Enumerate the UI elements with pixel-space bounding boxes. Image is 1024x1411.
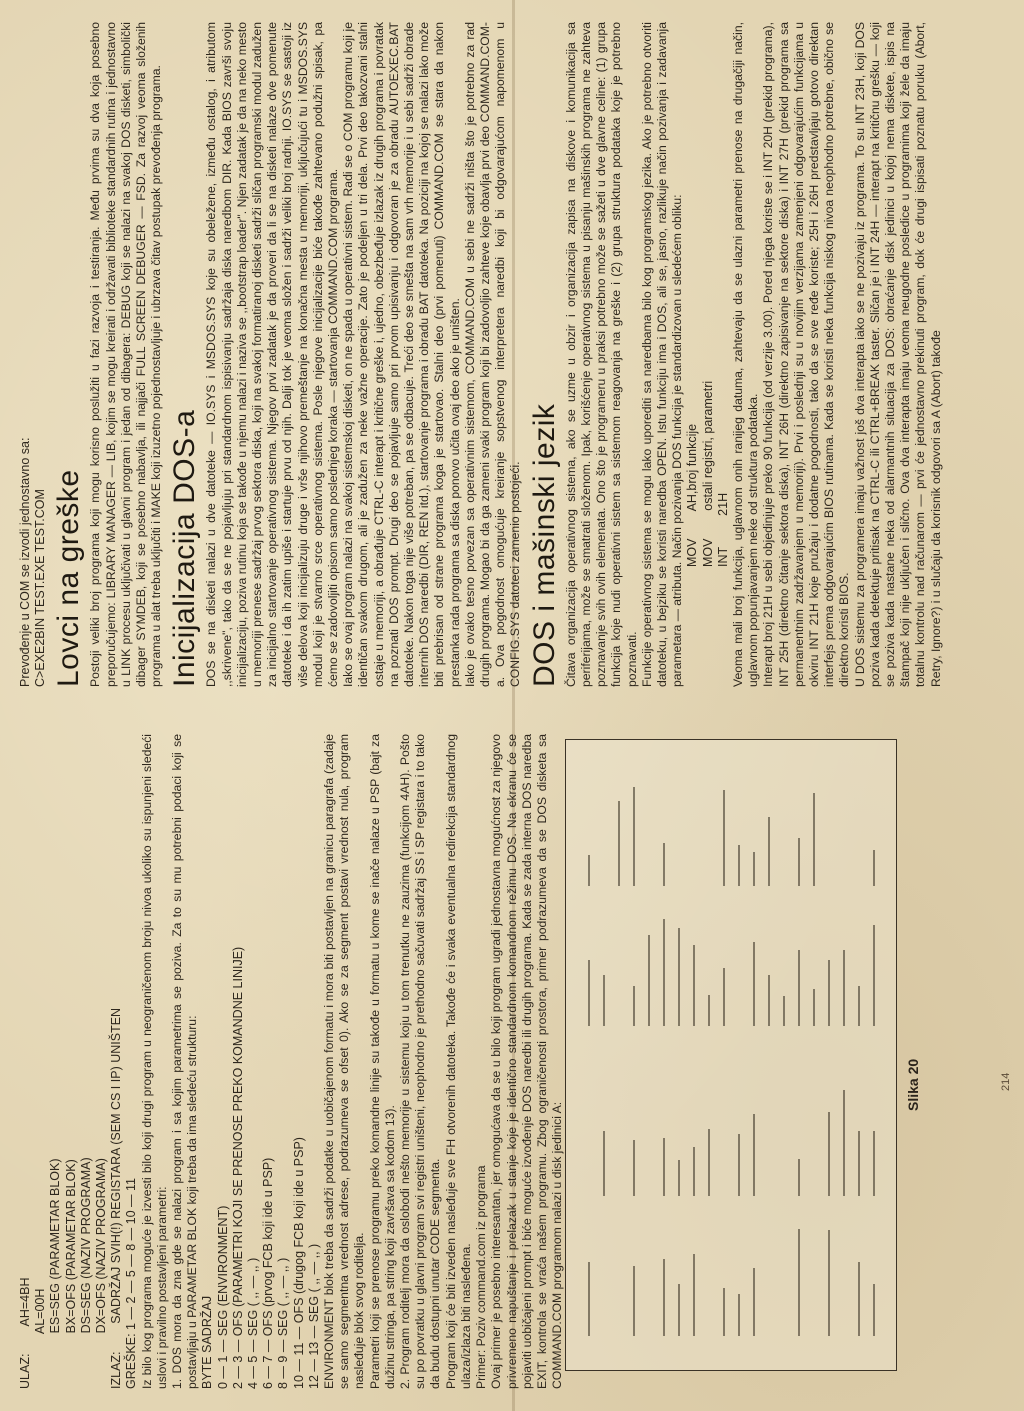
- listing-line-mark: [753, 942, 755, 1026]
- struct-line: 0 — 1 — SEG (ENVIRONMENT): [215, 1205, 230, 1389]
- listing-line-mark: [708, 995, 710, 1026]
- listing-line-mark: [588, 1262, 590, 1336]
- listing-line-mark: [723, 1288, 725, 1336]
- heading-dos-i-masinski-jezik: DOS i mašinski jezik: [527, 403, 561, 687]
- struct-line: 12 — 13 — SEG ( ,, — ,, ): [306, 1243, 321, 1389]
- right-paragraph-4: Iako je ovako tesno povezan sa operativnim sistemom, COMMAND.COM u sebi ne sadrži ništa što je potrebno za rad drugih programa. Mogao bi da ga zameni svaki program koji bi zadovoljio zahteve koje obavlja prvi deo COMMAND.COM-a. Ova pogodnost omogućuje kreiranje sopstvenog interpretera naredbi koji bi odgovarajućom napomenom u CONFIG.SYS datoteci zamenio postojeći.: [462, 22, 523, 687]
- listing-line-mark: [768, 975, 770, 1026]
- listing-line-mark: [633, 986, 635, 1026]
- listing-line-mark: [798, 838, 800, 886]
- listing-line-mark: [633, 1266, 635, 1336]
- listing-line-mark: [678, 928, 680, 1026]
- listing-line-mark: [678, 1160, 680, 1196]
- struct-line: BYTE SADRŽAJ: [200, 1295, 215, 1389]
- figure-caption: Slika 20: [905, 1058, 921, 1111]
- code-line: INT 21H: [715, 492, 730, 567]
- right-paragraph-6: Funkcije operativnog sistema se mogu lako uporediti sa naredbama bilo kog programskog jezika. Ako je potrebno otvoriti datoteku, u bejziku se koristi naredba OPEN. Istu funkciju ima i DOS, ali se, jasno, razlikuje način pozivanja i zadavanja parametara — atributa. Način pozivanja DOS funkcija je standardizovan u sledećem obliku:: [639, 22, 685, 687]
- listing-line-mark: [873, 1131, 875, 1196]
- heading-inicijalizacija-dos: Inicijalizacija DOS-a: [168, 409, 202, 687]
- listing-line-mark: [813, 989, 815, 1026]
- listing-line-mark: [603, 1131, 605, 1196]
- command-line: C>EXE2BIN TEST.EXE TEST.COM: [33, 489, 48, 687]
- listing-line-mark: [663, 1259, 665, 1336]
- listing-line-mark: [783, 996, 785, 1026]
- spec-line: ES=SEG (PARAMETAR BLOK): [48, 1158, 63, 1389]
- listing-line-mark: [693, 945, 695, 1026]
- right-paragraph-5: Čitava organizacija operativnog sistema, ako se uzme u obzir i organizacija zapisa na diskove i komunikacija sa periferijama, može se smatrati složenom. Ipak, korišćenje operativnog sistema u pisanju mašinskih programa ne zahteva poznavanje svih ovih elemenata. Ono što je programeru u praksi potrebno može se sažeti u dve glavne celine: (1) grupa funkcija koje nudi operativni sistem sa sistemom reagovanja na greške i (2) grupa struktura podataka koje je potrebno poznavati.: [563, 22, 639, 687]
- listing-line-mark: [753, 1268, 755, 1336]
- spec-line: AL=00H: [33, 1288, 48, 1389]
- exe2bin-command: [18, 22, 48, 687]
- right-paragraph-3: Iako se ovaj program nalazi na svakoj sistemskoj disketi, on ne spada u operativni sistem. Radi se o COM programu koji je identičan svakom drugom, ali je zadužen za neke važne operacije. Zato je podeljen u tri dela. Prvi deo takozvani stalni ostaje u memoriji, a obrađuje CTRL-C interapt i kritične greške i, ujedno, obezbeđuje izlazak iz drugih programa i povratak na poznati DOS prompt. Drugi deo se pojavljuje samo pri prvom upisivanju i odgovoran je za obradu AUTOEXEC.BAT datoteke. Nakon toga nije više potreban, pa se odbacuje. Treći deo se smešta na sam vrh memorije i u sebi sadrži obrade internih DOS naredbi (DIR, REN itd.), startovanje programa i obradu BAT datoteka. Na poziciji na kojoj se nalazi lako može biti prebrisan od strane programa koga je startovao. Stalni deo (prvi pomenuti) COMMAND.COM se stara da nakon prestanka rada programa sa diska ponovo učita ovaj deo ako je uništen.: [341, 22, 462, 687]
- listing-line-mark: [693, 1147, 695, 1196]
- listing-line-mark: [738, 1134, 740, 1196]
- listing-line-mark: [813, 793, 815, 886]
- page-number: 214: [1000, 1072, 1012, 1091]
- spec-line: DX=OFS (NAZIV PROGRAMA): [94, 1158, 109, 1389]
- listing-line-mark: [873, 850, 875, 886]
- left-paragraph-2: 1. DOS mora da zna gde se nalazi program i sa kojim parametrima se poziva. Za to su mu potrebni podaci koji se postavljaju u PARAMETAR BLOK koji treba da ima sledeću strukturu:: [170, 734, 200, 1389]
- listing-line-mark: [678, 1284, 680, 1336]
- listing-line-mark: [738, 1294, 740, 1336]
- left-page: [0, 706, 1024, 1411]
- left-paragraph-4: Parametri koji se prenose programu preko komandne linije su takođe u formatu u kome se inače nalaze u PSP (bajt za dužinu stringa, pa string koji završava sa kodom 13).: [367, 734, 397, 1389]
- left-paragraph-7: Primer: Poziv command.com iz programa: [474, 1165, 489, 1389]
- listing-line-mark: [753, 852, 755, 886]
- left-text-column: [18, 734, 565, 1389]
- code-listing-figure: [565, 739, 897, 1371]
- spec-line: GREŠKE: 1 — 2 — 5 — 8 — 10 — 11: [124, 1178, 139, 1389]
- listing-line-mark: [873, 1284, 875, 1336]
- left-paragraph-5: 2. Program roditelj mora da oslobodi nešto memorije u sistemu koju u tom trenutku ne zauzima (funkcijom 4AH). Pošto su po povratku u glavni program svi registri uništeni, neophodno je prethodno sačuvati sadržaj SS i SP registara i to tako da budu dostupni unutar CODE segmenta.: [398, 734, 443, 1389]
- listing-line-mark: [858, 986, 860, 1026]
- listing-line-mark: [768, 817, 770, 886]
- listing-line-mark: [798, 1229, 800, 1336]
- listing-line-mark: [858, 1262, 860, 1336]
- code-listing-scribbles: [580, 754, 882, 1356]
- dos-call-code: [685, 22, 731, 687]
- right-paragraph-2: DOS se na disketi nalazi u dve datoteke — IO.SYS i MSDOS.SYS koje su obeležene, između ostalog, i atributom ,,skrivene", tako da se ne pojavljuju pri standardnom ispisivanju sadržaja diska naredbom DIR. Kada BIOS završi svoju inicijalizaciju, poziva rutinu koja se takođe u njemu nalazi i naziva se ,,bootstrap loader". Njen zadatak je da na neko mesto u memoriji prenese sadržaj prvog sektora diska, koji na svakoj formatiranoj disketi sadrži sličan programski modul zadužen za inicijalno startovanje operativnog sistema. Njegov prvi zadatak je da proveri da li se na disketi nalaze dve pomenute datoteke i da ih zatim upiše i startuje prvu od njih. Dalji tok je veoma složen i sadrži veliki broj radnji. IO.SYS se sastoji iz više delova koji inicijalizuju druge i vrše njihovo premeštanje na konačna mesta u memoriji, uključujući tu i MSDOS.SYS modul koji je stvarno srce operativnog sistema. Posle njegove inicijalizacije biće takođe zahtevano podužni spisak, pa ćemo se zadovoljiti opisom samo poslednjeg koraka — startovanja COMMAND.COM programa.: [204, 22, 341, 687]
- listing-line-mark: [843, 950, 845, 1026]
- spec-line: IZLAZ: SADRŽAJ SVIH(!) REGISTARA (SEM CS I IP) UNIŠTEN: [109, 1007, 124, 1389]
- listing-line-mark: [588, 855, 590, 886]
- struct-line: 6 — 7 — OFS (prvog FCB koji ide u PSP): [261, 1157, 276, 1389]
- command-line: Prevođenje u COM se izvodi jednostavno sa:: [18, 437, 32, 687]
- spec-line: ULAZ: AH=4BH: [18, 1277, 32, 1389]
- parameter-block-structure: [200, 734, 322, 1389]
- listing-line-mark: [693, 1254, 695, 1336]
- listing-line-mark: [828, 960, 830, 1026]
- listing-line-mark: [873, 925, 875, 1026]
- listing-line-mark: [753, 1114, 755, 1196]
- listing-line-mark: [738, 845, 740, 886]
- listing-line-mark: [858, 1131, 860, 1196]
- listing-line-mark: [723, 968, 725, 1026]
- listing-line-mark: [618, 801, 620, 886]
- listing-line-mark: [603, 975, 605, 1026]
- listing-line-mark: [588, 960, 590, 1026]
- listing-line-mark: [798, 950, 800, 1026]
- spec-line: BX=OFS (PARAMETAR BLOK): [63, 1159, 78, 1389]
- left-paragraph-8: Ovaj primer je posebno interesantan, jer omogućava da se u bilo koji program ugradi jednostavna mogućnost za njegovo privremeno napuštanje i prelazak u stanje koje je identično standardnom komandnom režimu DOS. Na ekranu će se pojaviti uobičajeni prompt i biće moguće izvođenje DOS naredbi ili drugih programa. Kada se zada interna DOS naredba EXIT, kontrola se vraća našem programu. Zbog ograničenosti prostora, primer podrazumeva da se DOS disketa sa COMMAND.COM programom nalazi u disk jedinici A:: [489, 734, 565, 1389]
- listing-line-mark: [633, 1140, 635, 1196]
- struct-line: 2 — 3 — OFS (PARAMETRI KOJI SE PRENOSE PREKO KOMANDNE LINIJE): [230, 946, 245, 1389]
- left-paragraph-6: Program koji će biti izveden nasleđuje sve FH otvorenih datoteka. Takođe će i svaka eventualna redirekcija standardnog ulaza/izlaza biti nasleđena.: [443, 734, 473, 1389]
- listing-line-mark: [633, 787, 635, 886]
- listing-line-mark: [663, 919, 665, 1026]
- listing-line-mark: [843, 1090, 845, 1196]
- left-paragraph-3: ENVIRONMENT blok treba da sadrži podatke u uobičajenom formatu i mora biti postavljen na granicu paragrafa (zadaje se samo segmentna vrednost adrese, podrazumeva se ofset 0). Ako se za segment postavi vrednost nula, program nasleđuje blok svog roditelja.: [322, 734, 367, 1389]
- right-page: [0, 0, 1024, 705]
- right-paragraph-9: U DOS sistemu za programera imaju važnost još dva interapta iako se ne pozivaju iz programa. To su INT 23H, koji DOS poziva kada detektuje pritisak na CTRL-C ili CTRL+BREAK taster. Sličan je i INT 24H — interapt na kritičnu grešku — koji se poziva kada nastane neka od alarmantnih situacija za DOS: obraćanje disk jedinici u kojoj nema diskete, ispis na štampač koji nije uključen i slično. Ova dva interapta imaju veoma neugodne posledice u programima koji žele da imaju totalnu kontrolu nad računarom — prvi će jednostavno prekinuti program, dok će drugi ispisati poznatu poruku (Abort, Retry, Ignore?) i u slučaju da korisnik odgovori sa A (Abort) takođe: [852, 22, 943, 687]
- left-paragraph-1: Iz bilo kog programa moguće je izvesti bilo koji drugi program u neograničenom broju nivoa ukoliko su ispunjeni sledeći uslovi i pravilno postavljeni parametri:: [139, 734, 169, 1389]
- right-text-column: [18, 22, 944, 687]
- right-paragraph-1: Postoji veliki broj programa koji mogu korisno poslužiti u fazi razvoja i testiranja. Među prvima su dva koja posebno preporučujemo: LIBRARY MANAGER — LIB, kojim se mogu kreirati i održavati biblioteke standardnih rutina i jednostavno u LINK procesu uključivati u glavni program i jedan od dibagera: DEBUG koji se nalazi na svakoj DOS disketi, simbolički dibager SYMDEB, koji se posebno nabavlja, ili najjači FULL SCREEN DEBUGER — FSD. Za razvoj veoma složenih programa u alat treba uključiti i MAKE koji izuzetno pojednostavljuje i ubrzava čitav postupak prevođenja programa.: [88, 22, 164, 687]
- listing-line-mark: [828, 1230, 830, 1336]
- struct-line: 8 — 9 — SEG ( ,, — ,, ): [276, 1257, 291, 1389]
- listing-line-mark: [723, 790, 725, 886]
- heading-lovci-na-greske: Lovci na greške: [52, 469, 86, 687]
- right-paragraph-7: Veoma mali broj funkcija, uglavnom onih ranijeg datuma, zahtevaju da se ulazni parametri prenose na drugačiji način, uglavnom popunjavanjem neke od struktura podataka.: [730, 22, 761, 687]
- code-line: MOV ostali registri, parametri: [700, 380, 715, 567]
- spec-line: DS=SEG (NAZIV PROGRAMA): [78, 1157, 93, 1389]
- listing-line-mark: [798, 1159, 800, 1196]
- listing-line-mark: [708, 1129, 710, 1196]
- struct-line: 4 — 5 — SEG ( ,, — ,, ): [246, 1257, 261, 1389]
- listing-line-mark: [828, 1112, 830, 1196]
- struct-line: 10 — 11 — OFS (drugog FCB koji ide u PSP): [291, 1137, 306, 1389]
- listing-line-mark: [648, 935, 650, 1026]
- right-paragraph-8: Interapt broj 21H u sebi objedinjuje preko 90 funkcija (od verzije 3.00). Pored njega koriste se i INT 20H (prekid programa), INT 25H (direktno čitanje sektora diska), INT 26H (direktno zapisivanje na sektore diska) i INT 27H (prekid programa sa permanentnim zadržavanjem u memoriji). Prvi i poslednji su u novijim verzijama zamenjeni odgovarajućim funkcijama u okviru INT 21H koje pružaju i dodatne pogodnosti, tako da se sve ređe koriste; 25H i 26H predstavljaju gotovo direktan interfejs prema odgovarajućim BIOS rutinama. Kada se koristi neka funkcija niskog nivoa neophodno potrebne, obično se direktno koristi BIOS.: [761, 22, 852, 687]
- listing-line-mark: [663, 843, 665, 886]
- input-output-spec: [18, 734, 140, 1389]
- listing-line-mark: [663, 1138, 665, 1196]
- code-line: MOV AH,broj funkcije: [685, 423, 700, 567]
